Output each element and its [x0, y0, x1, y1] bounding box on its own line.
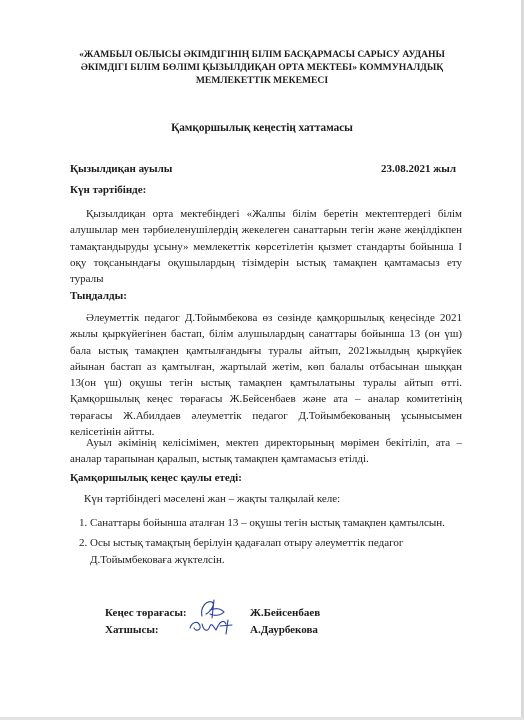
- agenda-text-content: Қызылдиқан орта мектебіндегі «Жалпы білім беретін мектептердегі білім алушылар мен тәрбиеленушілердің жекелеген санаттарын тегін және жеңілдікпен тамақтандыруды ұсыну» мемлекеттік көрсетілетін қызмет стандарты бойынша І оқу тоқсанындағы оқушылардың тізімдерін ыстық тамақпен қамтамасыз ету туралы: [70, 208, 462, 286]
- decision-item: 2. Осы ыстық тамақтың берілуін қадағалап отыру әлеуметтік педагог Д.Тойымбековаға жүктелсін.: [90, 535, 482, 568]
- chair-name: Ж.Бейсенбаев: [250, 607, 321, 619]
- document-date: 23.08.2021 жыл: [381, 163, 456, 175]
- agenda-heading: Күн тәртібінде:: [70, 184, 147, 196]
- agenda-text: [70, 206, 462, 287]
- decision-item: 1. Санаттары бойынша аталған 13 – оқушы тегін ыстық тамақпен қамтылсын.: [90, 515, 482, 531]
- decision-intro: Күн тәртібіндегі мәселені жан – жақты талқылай келе:: [84, 493, 341, 505]
- heard-text-content: Әлеуметтік педагог Д.Тойымбекова өз сөзінде қамқоршылық кеңесінде 2021 жылы қыркүйегінен бастап, білім алушылардың санаттары бойынша 13 (он үш) бала ыстық тамақпен қамтылғандығы туралы айтып, 2021жылдың қыркүйек айынан бастап аз қамтылған, жартылай жетім, көп балалы отбасынан шыққан 13(он үш) оқушы тегін ыстық тамақпен қамтылатыны туралы айтып өтті. Қамқоршылық кеңес төрағасы Ж.Бейсенбаев және ата – аналар комитетінің төрағасы Ж.Абилдаев әлеуметтік педагог Д.Тойымбекованың ұсынысымен келісетінін айтты.: [70, 312, 462, 439]
- org-line-1: «ЖАМБЫЛ ОБЛЫСЫ ӘКІМДІГІНІҢ БІЛІМ БАСҚАРМАСЫ САРЫСУ АУДАНЫ: [79, 49, 445, 60]
- org-line-3: МЕМЛЕКЕТТІК МЕКЕМЕСІ: [195, 75, 329, 86]
- decision-heading: Қамқоршылық кеңес қаулы етеді:: [70, 472, 242, 484]
- document-title: Қамқоршылық кеңестің хаттамасы: [171, 122, 353, 134]
- org-line-2: ӘКІМДІГІ БІЛІМ БӨЛІМІ ҚЫЗЫЛДИҚАН ОРТА МЕКТЕБІ» КОММУНАЛДЫҚ: [80, 62, 444, 73]
- heard-text-2-content: Ауыл әкімінің келісімімен, мектеп директорының мөрімен бекітіліп, ата – аналар тарапынан қаралып, ыстық тамақпен қамтамасыз етілді.: [70, 437, 462, 466]
- secretary-label: Хатшысы:: [105, 624, 159, 636]
- heard-heading: Тыңдалды:: [70, 290, 127, 302]
- place-label: Қызылдиқан ауылы: [70, 163, 173, 175]
- decision-list: [70, 515, 482, 572]
- secretary-name: А.Даурбекова: [250, 624, 318, 636]
- heard-text-2: [70, 435, 462, 468]
- organization-header: [60, 48, 464, 87]
- chair-label: Кеңес төрағасы:: [105, 607, 187, 619]
- secretary-signature-icon: [186, 614, 242, 640]
- heard-text: [70, 310, 462, 440]
